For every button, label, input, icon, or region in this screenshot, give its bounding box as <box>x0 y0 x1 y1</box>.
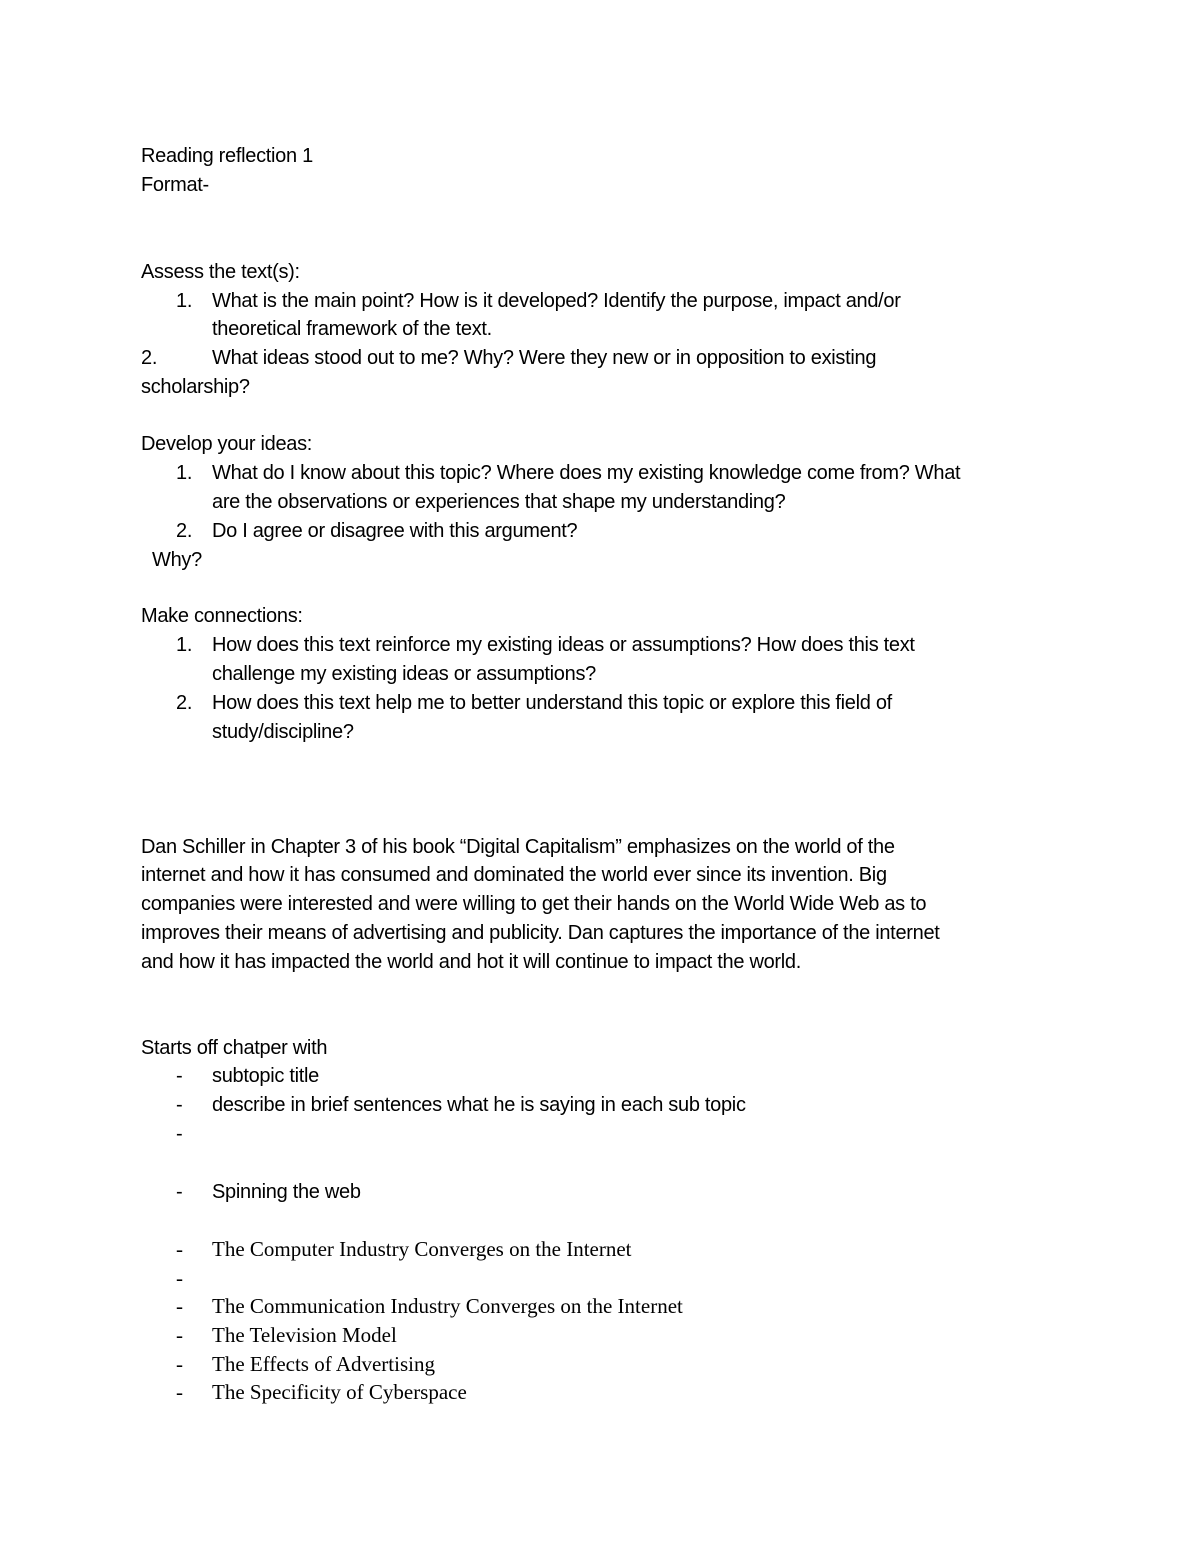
subtopic-television-model: The Television Model <box>212 1323 397 1347</box>
connections-item1-line2: challenge my existing ideas or assumptions? <box>212 663 596 685</box>
assess-item2-number: 2. <box>141 347 158 369</box>
bullet-dash: - <box>176 1181 183 1203</box>
bullet-dash: - <box>176 1380 183 1404</box>
subtopic-effects-of-advertising: The Effects of Advertising <box>212 1352 435 1376</box>
develop-item1-line2: are the observations or experiences that shape my understanding? <box>212 491 786 513</box>
assess-item1-line2: theoretical framework of the text. <box>212 318 492 340</box>
bullet-dash: - <box>176 1323 183 1347</box>
assess-item2-line2: scholarship? <box>141 376 250 398</box>
format-label: Format- <box>141 174 209 196</box>
bullet-describe: describe in brief sentences what he is saying in each sub topic <box>212 1094 746 1116</box>
bullet-dash-empty: - <box>176 1123 183 1145</box>
summary-line-1: Dan Schiller in Chapter 3 of his book “Digital Capitalism” emphasizes on the world of the <box>141 836 895 858</box>
connections-item1-line1: How does this text reinforce my existing ideas or assumptions? How does this text <box>212 634 915 656</box>
subtopic-specificity-of-cyberspace: The Specificity of Cyberspace <box>212 1380 467 1404</box>
summary-line-5: and how it has impacted the world and hot it will continue to impact the world. <box>141 951 802 973</box>
bullet-subtopic-title: subtopic title <box>212 1065 319 1087</box>
summary-line-2: internet and how it has consumed and dominated the world ever since its invention. Big <box>141 864 887 886</box>
summary-line-3: companies were interested and were willing to get their hands on the World Wide Web as to <box>141 893 927 915</box>
develop-item1-number: 1. <box>176 462 193 484</box>
subtopic-communication-industry: The Communication Industry Converges on the Internet <box>212 1294 683 1318</box>
bullet-dash: - <box>176 1065 183 1087</box>
bullet-dash-empty: - <box>176 1266 183 1290</box>
document-title: Reading reflection 1 <box>141 145 313 167</box>
connections-item2-number: 2. <box>176 692 193 714</box>
bullet-dash: - <box>176 1352 183 1376</box>
bullet-spinning-the-web: Spinning the web <box>212 1181 361 1203</box>
bullet-dash: - <box>176 1237 183 1261</box>
develop-heading: Develop your ideas: <box>141 433 313 455</box>
develop-item2-line2: Why? <box>152 549 202 571</box>
connections-item2-line2: study/discipline? <box>212 721 354 743</box>
connections-item1-number: 1. <box>176 634 193 656</box>
assess-heading: Assess the text(s): <box>141 261 300 283</box>
develop-item2-line1: Do I agree or disagree with this argument? <box>212 520 578 542</box>
assess-item1-number: 1. <box>176 290 193 312</box>
bullet-dash: - <box>176 1294 183 1318</box>
subtopic-computer-industry: The Computer Industry Converges on the Internet <box>212 1237 632 1261</box>
assess-item2-line1: What ideas stood out to me? Why? Were they new or in opposition to existing <box>212 347 877 369</box>
connections-item2-line1: How does this text help me to better understand this topic or explore this field of <box>212 692 892 714</box>
develop-item2-number: 2. <box>176 520 193 542</box>
summary-line-4: improves their means of advertising and publicity. Dan captures the importance of the internet <box>141 922 940 944</box>
assess-item1-line1: What is the main point? How is it developed? Identify the purpose, impact and/or <box>212 290 901 312</box>
develop-item1-line1: What do I know about this topic? Where does my existing knowledge come from? What <box>212 462 961 484</box>
outline-intro: Starts off chatper with <box>141 1037 328 1059</box>
connections-heading: Make connections: <box>141 605 303 627</box>
bullet-dash: - <box>176 1094 183 1116</box>
